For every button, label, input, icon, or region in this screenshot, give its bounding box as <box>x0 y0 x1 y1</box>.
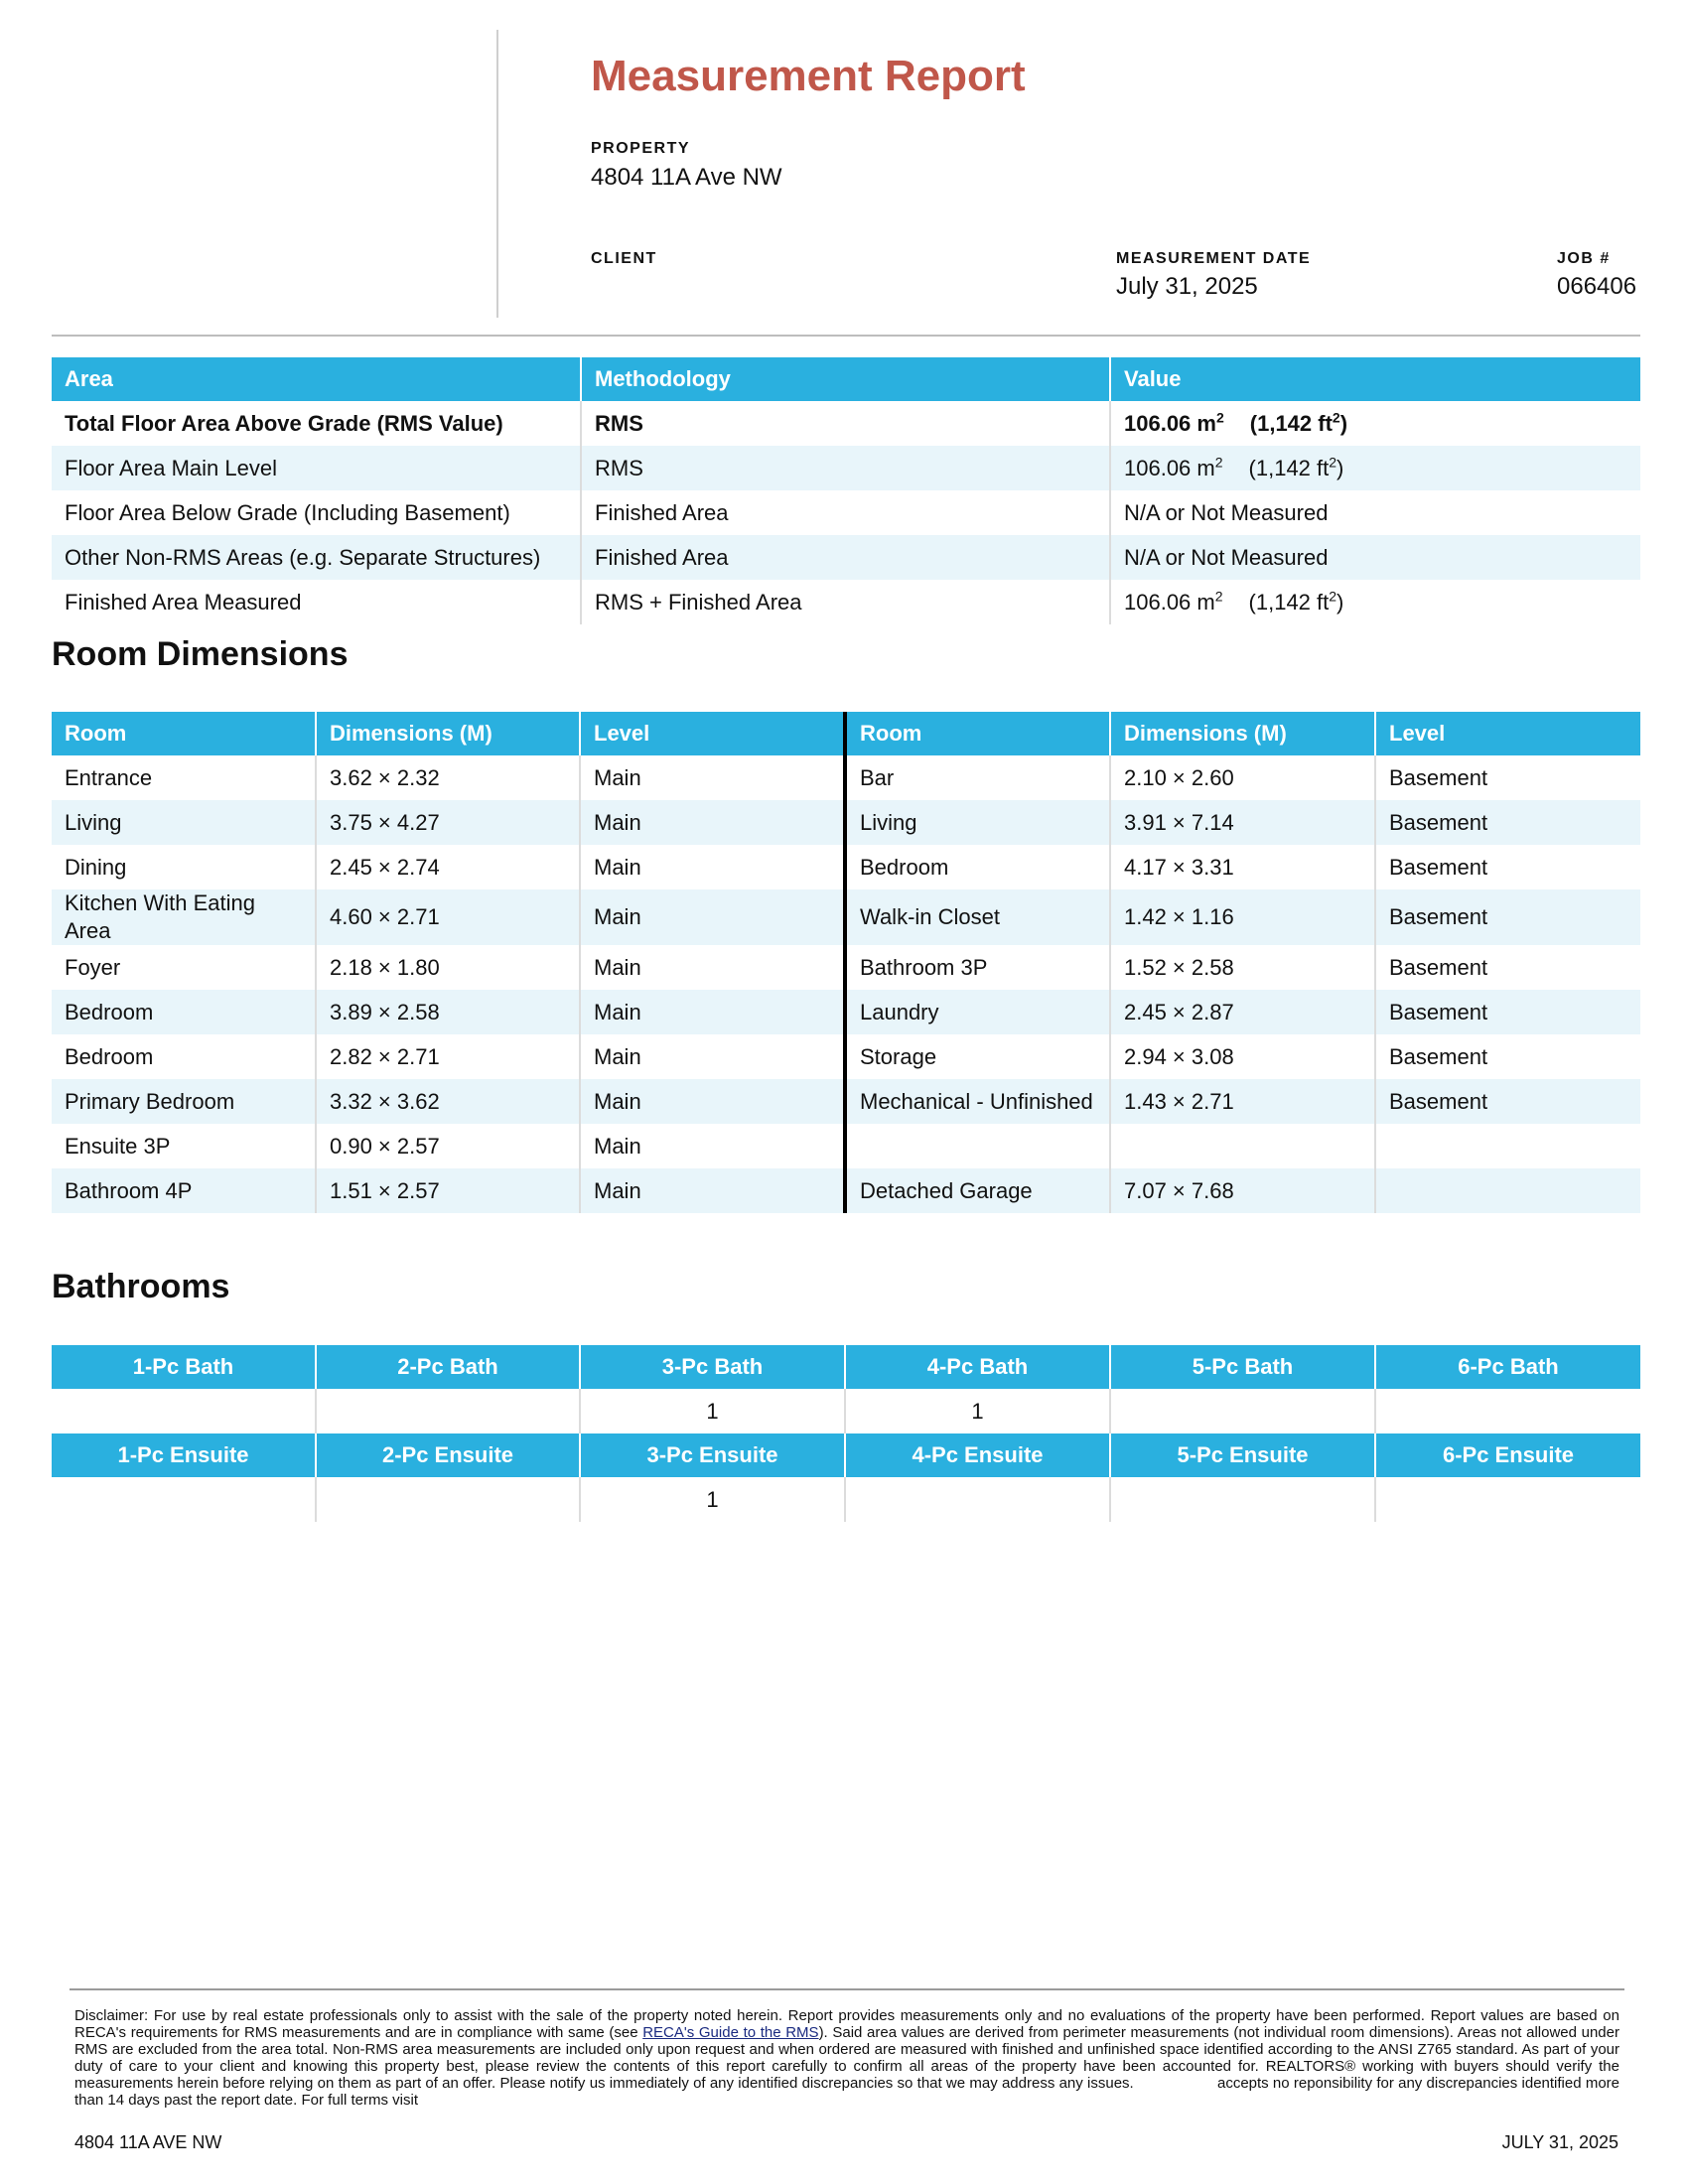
area-method: RMS + Finished Area <box>581 580 1110 624</box>
room-level: Main <box>580 889 845 945</box>
room-row <box>52 800 1640 845</box>
bath-value-row <box>52 1389 1640 1433</box>
room-name: Bedroom <box>52 990 316 1034</box>
room-level <box>1375 1124 1640 1168</box>
room-name: Walk-in Closet <box>845 889 1110 945</box>
bath-count <box>52 1389 316 1433</box>
job-number-label: JOB # <box>1557 250 1611 267</box>
ensuite-count <box>1110 1477 1375 1522</box>
measurement-date: July 31, 2025 <box>1116 273 1258 300</box>
room-dimensions: 3.75 × 4.27 <box>316 800 580 845</box>
room-dimensions: 2.45 × 2.87 <box>1110 990 1375 1034</box>
room-row <box>52 755 1640 800</box>
property-address: 4804 11A Ave NW <box>591 164 782 191</box>
room-name: Living <box>845 800 1110 845</box>
header-room: Room <box>845 712 1110 755</box>
room-level: Main <box>580 990 845 1034</box>
area-name: Other Non-RMS Areas (e.g. Separate Structures) <box>52 535 581 580</box>
room-dimensions-heading: Room Dimensions <box>52 635 349 673</box>
room-dimensions: 2.18 × 1.80 <box>316 945 580 990</box>
disclaimer: Disclaimer: For use by real estate professionals only to assist with the sale of the property noted herein. Report provides measurements only and no evaluations of the property have been performed. Report values are based on RECA's requirements for RMS measurements and are in compliance with same (see RECA's Guide to the RMS). Said area values are derived from perimeter measurements (not individual room dimensions). Areas not allowed under RMS are excluded from the area total. Non-RMS area measurements are included only upon request and when ordered are measured with finished and unfinished space identified according to the ANSI Z765 standard. As part of your duty of care to your client and knowing this property best, please review the contents of this report carefully to confirm all areas of the property have been accounted for. REALTORS® working with buyers should verify the measurements herein before relying on them as part of an offer. Please notify us immediately of any identified discrepancies so that we may address any issues. accepts no reponsibility for any discrepancies identified more than 14 days past the report date. For full terms visit <box>74 2007 1619 2109</box>
footer-rule <box>70 1988 1624 1990</box>
room-level: Basement <box>1375 1034 1640 1079</box>
ensuite-header: 2-Pc Ensuite <box>316 1433 580 1477</box>
room-name: Detached Garage <box>845 1168 1110 1213</box>
room-name: Bathroom 4P <box>52 1168 316 1213</box>
ensuite-header: 6-Pc Ensuite <box>1375 1433 1640 1477</box>
area-method: Finished Area <box>581 535 1110 580</box>
bathrooms-heading: Bathrooms <box>52 1268 230 1305</box>
bath-count: 1 <box>845 1389 1110 1433</box>
room-row <box>52 1124 1640 1168</box>
ensuite-header: 5-Pc Ensuite <box>1110 1433 1375 1477</box>
bath-header-row <box>52 1345 1640 1389</box>
room-dimensions: 3.91 × 7.14 <box>1110 800 1375 845</box>
area-row <box>52 401 1640 446</box>
area-name: Floor Area Below Grade (Including Basement) <box>65 499 510 525</box>
area-method: Finished Area <box>581 490 1110 535</box>
room-dimensions: 2.10 × 2.60 <box>1110 755 1375 800</box>
ensuite-count <box>845 1477 1110 1522</box>
bath-header: 6-Pc Bath <box>1375 1345 1640 1389</box>
reca-guide-link[interactable]: RECA's Guide to the RMS <box>642 2024 819 2041</box>
room-name: Dining <box>65 854 127 880</box>
room-level: Main <box>580 800 845 845</box>
room-dimensions: 2.82 × 2.71 <box>316 1034 580 1079</box>
bath-count <box>1375 1389 1640 1433</box>
area-value: N/A or Not Measured <box>1110 490 1640 535</box>
area-value: 106.06 $m^2$ (1,142 $ft^2$) <box>1110 401 1640 446</box>
room-name: Foyer <box>65 954 121 980</box>
header-methodology: Methodology <box>581 357 1110 401</box>
room-name: Kitchen With Eating Area <box>52 889 316 945</box>
area-method: RMS <box>581 446 1110 490</box>
room-dimensions: 1.43 × 2.71 <box>1110 1079 1375 1124</box>
ensuite-value-row <box>52 1477 1640 1522</box>
area-name: Floor Area Main Level <box>52 446 581 490</box>
area-row <box>52 535 1640 580</box>
room-level: Basement <box>1375 755 1640 800</box>
room-level: Main <box>580 1079 845 1124</box>
room-row <box>52 889 1640 945</box>
room-name: Ensuite 3P <box>65 1133 171 1159</box>
room-row <box>52 1079 1640 1124</box>
area-name: Total Floor Area Above Grade (RMS Value) <box>65 410 503 436</box>
ensuite-count <box>1375 1477 1640 1522</box>
room-dimensions: 1.51 × 2.57 <box>316 1168 580 1213</box>
room-level: Main <box>580 1034 845 1079</box>
header-dimensions: Dimensions (M) <box>316 712 580 755</box>
room-level: Main <box>580 1124 845 1168</box>
header-room: Room <box>52 712 316 755</box>
client-label: CLIENT <box>591 250 657 267</box>
room-name: Storage <box>845 1034 1110 1079</box>
room-level: Basement <box>1375 845 1640 889</box>
measurement-date-label: MEASUREMENT DATE <box>1116 250 1312 267</box>
room-dimensions: 1.52 × 2.58 <box>1110 945 1375 990</box>
ensuite-count <box>316 1477 580 1522</box>
ensuite-header: 3-Pc Ensuite <box>580 1433 845 1477</box>
room-dimensions: 7.07 × 7.68 <box>1110 1168 1375 1213</box>
footer-address: 4804 11A AVE NW <box>74 2132 222 2152</box>
bathrooms-table <box>52 1345 1640 1522</box>
room-name: Bedroom <box>65 1043 154 1069</box>
header-divider <box>496 30 498 318</box>
room-name: Entrance <box>65 764 153 790</box>
job-number: 066406 <box>1557 273 1637 300</box>
room-name: Bar <box>845 755 1110 800</box>
room-row <box>52 990 1640 1034</box>
area-method: RMS <box>581 401 1110 446</box>
property-label: PROPERTY <box>591 140 691 157</box>
area-name: Finished Area Measured <box>65 589 302 614</box>
bath-header: 5-Pc Bath <box>1110 1345 1375 1389</box>
area-row <box>52 490 1640 535</box>
area-table-header <box>52 357 1640 401</box>
room-name: Bathroom 3P <box>845 945 1110 990</box>
room-level: Main <box>580 945 845 990</box>
room-row <box>52 845 1640 889</box>
header-level: Level <box>580 712 845 755</box>
room-row <box>52 1168 1640 1213</box>
room-dimensions <box>1110 1124 1375 1168</box>
room-level <box>1375 1168 1640 1213</box>
bath-header: 4-Pc Bath <box>845 1345 1110 1389</box>
room-level: Basement <box>1375 889 1640 945</box>
room-dimensions: 3.32 × 3.62 <box>316 1079 580 1124</box>
room-dimensions: 4.17 × 3.31 <box>1110 845 1375 889</box>
room-dimensions: 3.89 × 2.58 <box>316 990 580 1034</box>
room-name: Mechanical - Unfinished <box>845 1079 1110 1124</box>
ensuite-header-row <box>52 1433 1640 1477</box>
report-title: Measurement Report <box>591 52 1026 100</box>
area-value: 106.06 $m^2$ (1,142 $ft^2$) <box>1110 446 1640 490</box>
room-level: Main <box>580 845 845 889</box>
header-area: Area <box>52 357 581 401</box>
room-dimensions: 1.42 × 1.16 <box>1110 889 1375 945</box>
area-row <box>52 446 1640 490</box>
room-dimensions-table <box>52 712 1640 1213</box>
ensuite-header: 1-Pc Ensuite <box>52 1433 316 1477</box>
room-name: Primary Bedroom <box>52 1079 316 1124</box>
room-level: Basement <box>1375 800 1640 845</box>
room-name: Living <box>52 800 316 845</box>
room-row <box>52 1034 1640 1079</box>
area-value: N/A or Not Measured <box>1110 535 1640 580</box>
room-name: Bedroom <box>845 845 1110 889</box>
room-level: Main <box>580 755 845 800</box>
room-dimensions: 4.60 × 2.71 <box>316 889 580 945</box>
bath-count <box>1110 1389 1375 1433</box>
ensuite-header: 4-Pc Ensuite <box>845 1433 1110 1477</box>
room-dimensions: 2.94 × 3.08 <box>1110 1034 1375 1079</box>
area-table <box>52 357 1640 624</box>
header-value: Value <box>1110 357 1640 401</box>
bath-header: 1-Pc Bath <box>52 1345 316 1389</box>
bath-header: 2-Pc Bath <box>316 1345 580 1389</box>
area-value: 106.06 $m^2$ (1,142 $ft^2$) <box>1110 580 1640 624</box>
ensuite-count <box>52 1477 316 1522</box>
room-level: Basement <box>1375 990 1640 1034</box>
room-dimensions: 2.45 × 2.74 <box>316 845 580 889</box>
room-dimensions: 3.62 × 2.32 <box>316 755 580 800</box>
header-dimensions: Dimensions (M) <box>1110 712 1375 755</box>
room-level: Basement <box>1375 1079 1640 1124</box>
area-row <box>52 580 1640 624</box>
bath-header: 3-Pc Bath <box>580 1345 845 1389</box>
footer-date: JULY 31, 2025 <box>1501 2132 1618 2152</box>
header-rule <box>52 335 1640 337</box>
room-name: Laundry <box>845 990 1110 1034</box>
bath-count <box>316 1389 580 1433</box>
room-row <box>52 945 1640 990</box>
room-level: Basement <box>1375 945 1640 990</box>
room-dimensions: 0.90 × 2.57 <box>316 1124 580 1168</box>
room-table-header <box>52 712 1640 755</box>
room-level: Main <box>580 1168 845 1213</box>
ensuite-count: 1 <box>580 1477 845 1522</box>
header-level: Level <box>1375 712 1640 755</box>
room-name <box>845 1124 1110 1168</box>
bath-count: 1 <box>580 1389 845 1433</box>
